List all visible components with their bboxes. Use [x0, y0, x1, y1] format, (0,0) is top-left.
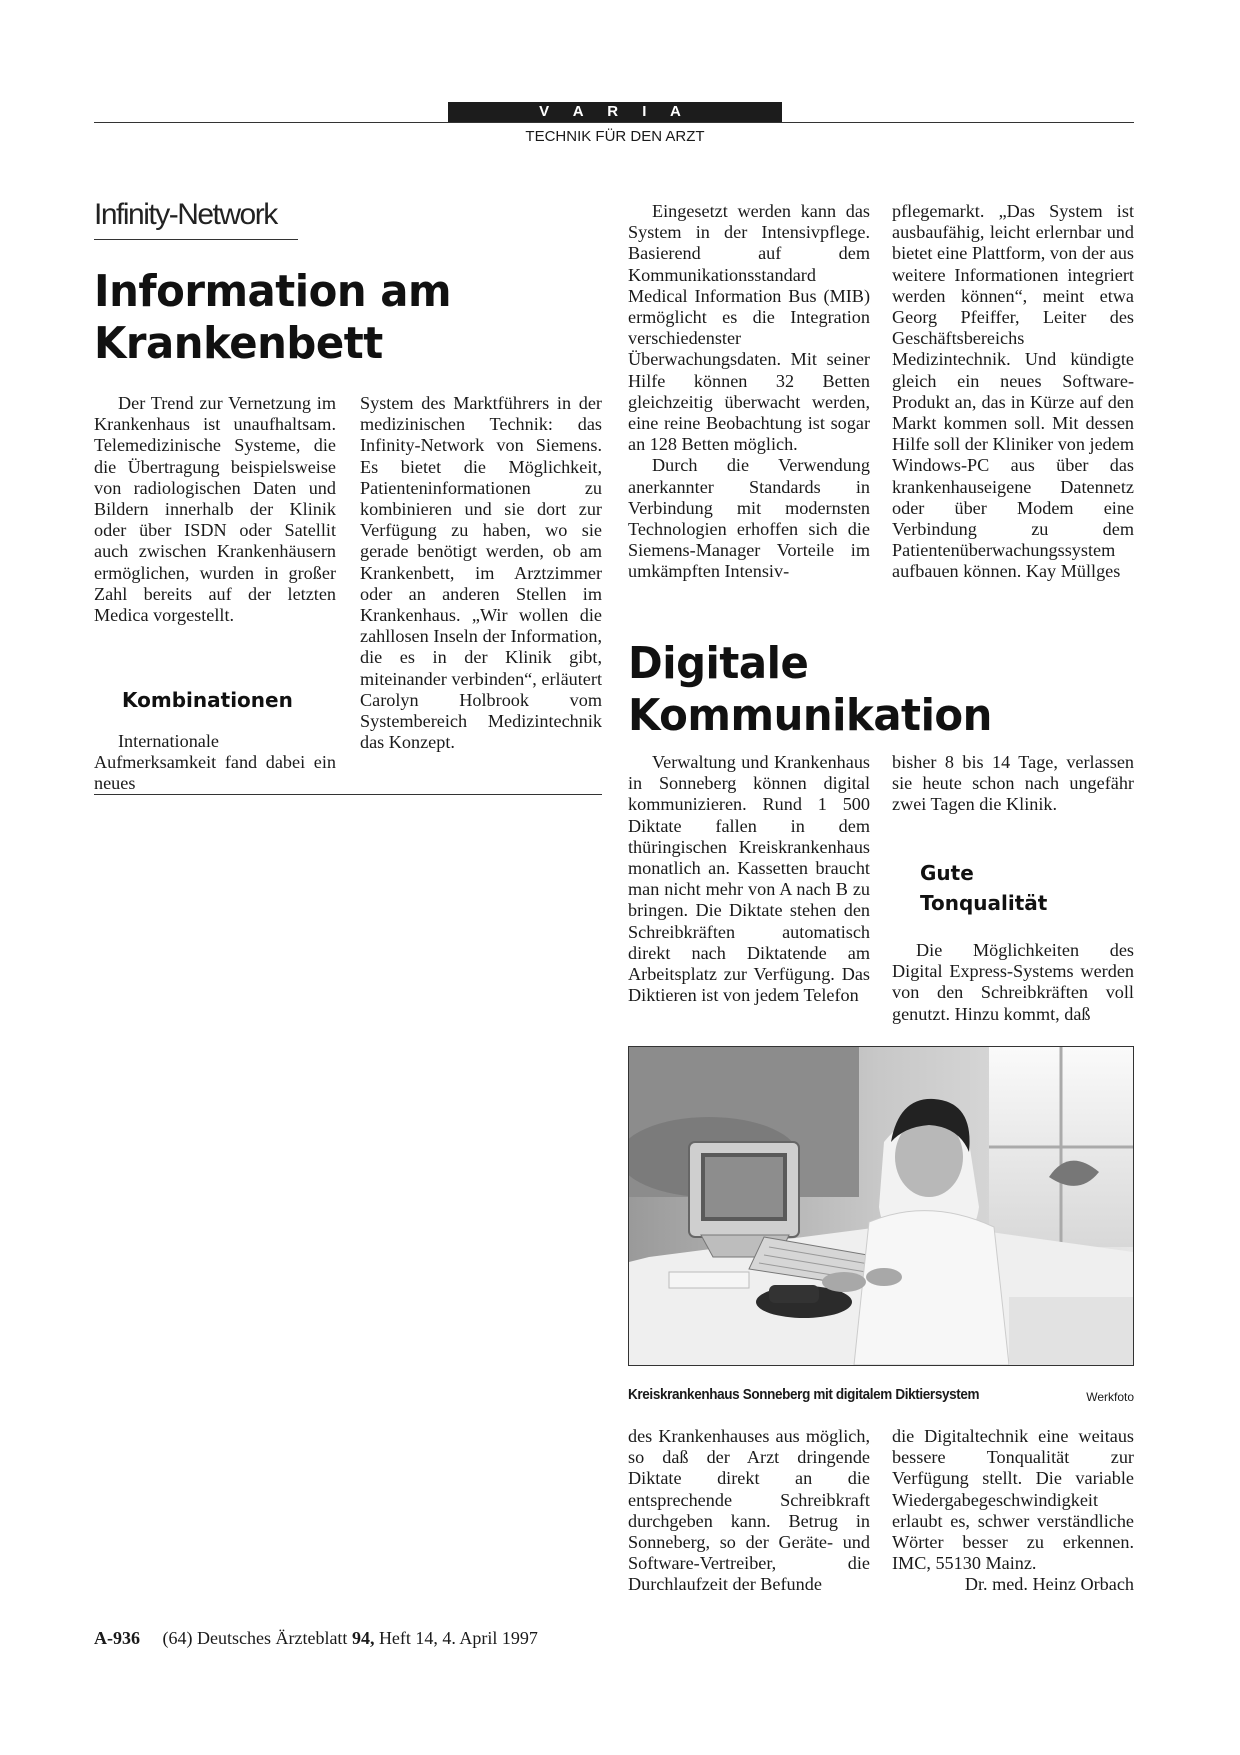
article1-col3-paragraph-1: Eingesetzt werden kann das System in der Intensivpflege. Basierend auf dem Kommunikationsstandard Medical Information Bus (MIB) ermöglicht es die Integration verschiedenster Überwachungsdaten. Mit seiner Hilfe können 32 Betten gleichzeitig überwacht werden, eine reine Beobachtung ist sogar an 128 Betten möglich.: [628, 201, 870, 455]
article2-headline-line2: Kommunikation: [628, 690, 992, 741]
footer-issue: Heft 14, 4. April 1997: [378, 1628, 538, 1648]
article1-column-1: [94, 393, 336, 626]
section-label: V A R I A: [448, 102, 782, 122]
article1-col2-paragraph: System des Marktführers in der medizinischen Technik: das Infinity-Network von Siemens. Es bietet die Möglichkeit, Patienteninformationen zu kombinieren und sie dort zur Verfügung zu haben, wo sie gerade benötigt werden, ob am Krankenbett, im Arztzimmer oder an anderen Stellen im Krankenhaus. „Wir wollen die zahllosen Inseln der Information, die es in der Klinik gibt, miteinander verbinden“, erläutert Carolyn Holbrook vom Systembereich Medizintechnik das Konzept.: [360, 393, 602, 753]
article2-headline-line1: Digitale: [628, 638, 809, 689]
article2-column-4c: [892, 1426, 1134, 1596]
article1-col1-paragraph: Der Trend zur Vernetzung im Krankenhaus ist unaufhaltsam. Telemedizinische Systeme, die die Übertragung beispielsweise von radiologischen Daten und Bildern innerhalb der Klinik oder über ISDN oder Satellit auch zwischen Krankenhäusern ermöglichen, wurden in großer Zahl bereits auf der letzten Medica vorgestellt.: [94, 393, 336, 626]
article1-col1-paragraph-2: Internationale Aufmerksamkeit fand dabei ein neues: [94, 731, 336, 794]
article2-col4-paragraph-1: bisher 8 bis 14 Tage, verlassen sie heute schon nach ungefähr zwei Tagen die Klinik.: [892, 752, 1134, 815]
article2-column-3: [628, 752, 870, 1006]
footer-publication: (64) Deutsches Ärzteblatt: [162, 1628, 348, 1648]
article1-author: Kay Müllges: [1025, 561, 1121, 582]
article1-headline-line1: Information am: [94, 266, 452, 317]
article1-subheading: Kombinationen: [122, 688, 293, 712]
article2-headline: [628, 638, 1122, 742]
article2-column-3b: [628, 1426, 870, 1596]
article2-subheading: [920, 858, 1047, 918]
article1-column-2: [360, 393, 602, 753]
article2-subheading-line1: Gute: [920, 861, 974, 885]
article2-column-4: [892, 752, 1134, 816]
article1-column-3: [628, 201, 870, 583]
article2-author: Dr. med. Heinz Orbach: [964, 1574, 1134, 1595]
article1-col4-text: pflegemarkt. „Das System ist ausbaufähig, leicht erlernbar und bietet eine Plattform, von der aus weitere Informationen integriert werden können“, meint etwa Georg Pfeiffer, Leiter des Geschäftsbereichs Medizintechnik. Und kündigte gleich ein neues Software-Produkt an, das in Kürze auf den Markt kommen soll. Mit dessen Hilfe soll der Kliniker von jedem Windows-PC aus über das krankenhauseigene Datennetz oder über Modem eine Verbindung zu dem Patientenüberwachungssystem aufbauen können.: [892, 201, 1134, 582]
footer-volume: 94,: [351, 1628, 375, 1648]
article2-col4-paragraph-2: Die Möglichkeiten des Digital Express-Systems werden von den Schreibkräften voll genutzt. Hinzu kommt, daß: [892, 940, 1134, 1024]
article1-column-1b: [94, 731, 336, 795]
article1-bottom-rule: [94, 794, 602, 795]
article2-column-4b: [892, 940, 1134, 1025]
article1-column-4: [892, 201, 1134, 583]
article1-headline: [94, 266, 588, 370]
page-footer: [94, 1628, 538, 1649]
article1-headline-line2: Krankenbett: [94, 318, 383, 369]
photo-illustration: [629, 1047, 1133, 1365]
article-photo: [628, 1046, 1134, 1366]
header-rule: [94, 122, 1134, 123]
article1-kicker: Infinity-Network: [94, 198, 277, 231]
article2-col4-paragraph-3: die Digitaltechnik eine weitaus bessere Tonqualität zur Verfügung stellt. Die variable Wiedergabegeschwindigkeit erlaubt es, schwer verständliche Wörter besser zu erkennen. IMC, 55130 Mainz.: [892, 1426, 1134, 1574]
kicker-underline: [94, 239, 298, 240]
photo-caption: Kreiskrankenhaus Sonneberg mit digitalem Diktiersystem: [628, 1386, 980, 1403]
article2-col3-paragraph-2: des Krankenhauses aus möglich, so daß der Arzt dringende Diktate direkt an die entsprechende Schreibkraft durchgeben kann. Betrug in Sonneberg, so der Geräte- und Software-Vertreiber, die Durchlaufzeit der Befunde: [628, 1426, 870, 1595]
article1-col3-paragraph-2: Durch die Verwendung anerkannter Standards in Verbindung mit modernsten Technologien erhoffen sich die Siemens-Manager Vorteile im umkämpften Intensiv-: [628, 455, 870, 582]
photo-credit: Werkfoto: [1086, 1390, 1134, 1404]
article2-col3-paragraph-1: Verwaltung und Krankenhaus in Sonneberg können digital kommunizieren. Rund 1 500 Diktate fallen in dem thüringischen Kreiskrankenhaus monatlich an. Kassetten braucht man nicht mehr von A nach B zu bringen. Die Diktate stehen den Schreibkräften automatisch direkt nach Diktatende am Arbeitsplatz zur Verfügung. Das Diktieren ist von jedem Telefon: [628, 752, 870, 1006]
page-number: A-936: [94, 1628, 140, 1648]
article1-col4-paragraph: [892, 201, 1134, 583]
article2-subheading-line2: Tonqualität: [920, 891, 1048, 915]
subsection-title: TECHNIK FÜR DEN ARZT: [525, 128, 705, 145]
